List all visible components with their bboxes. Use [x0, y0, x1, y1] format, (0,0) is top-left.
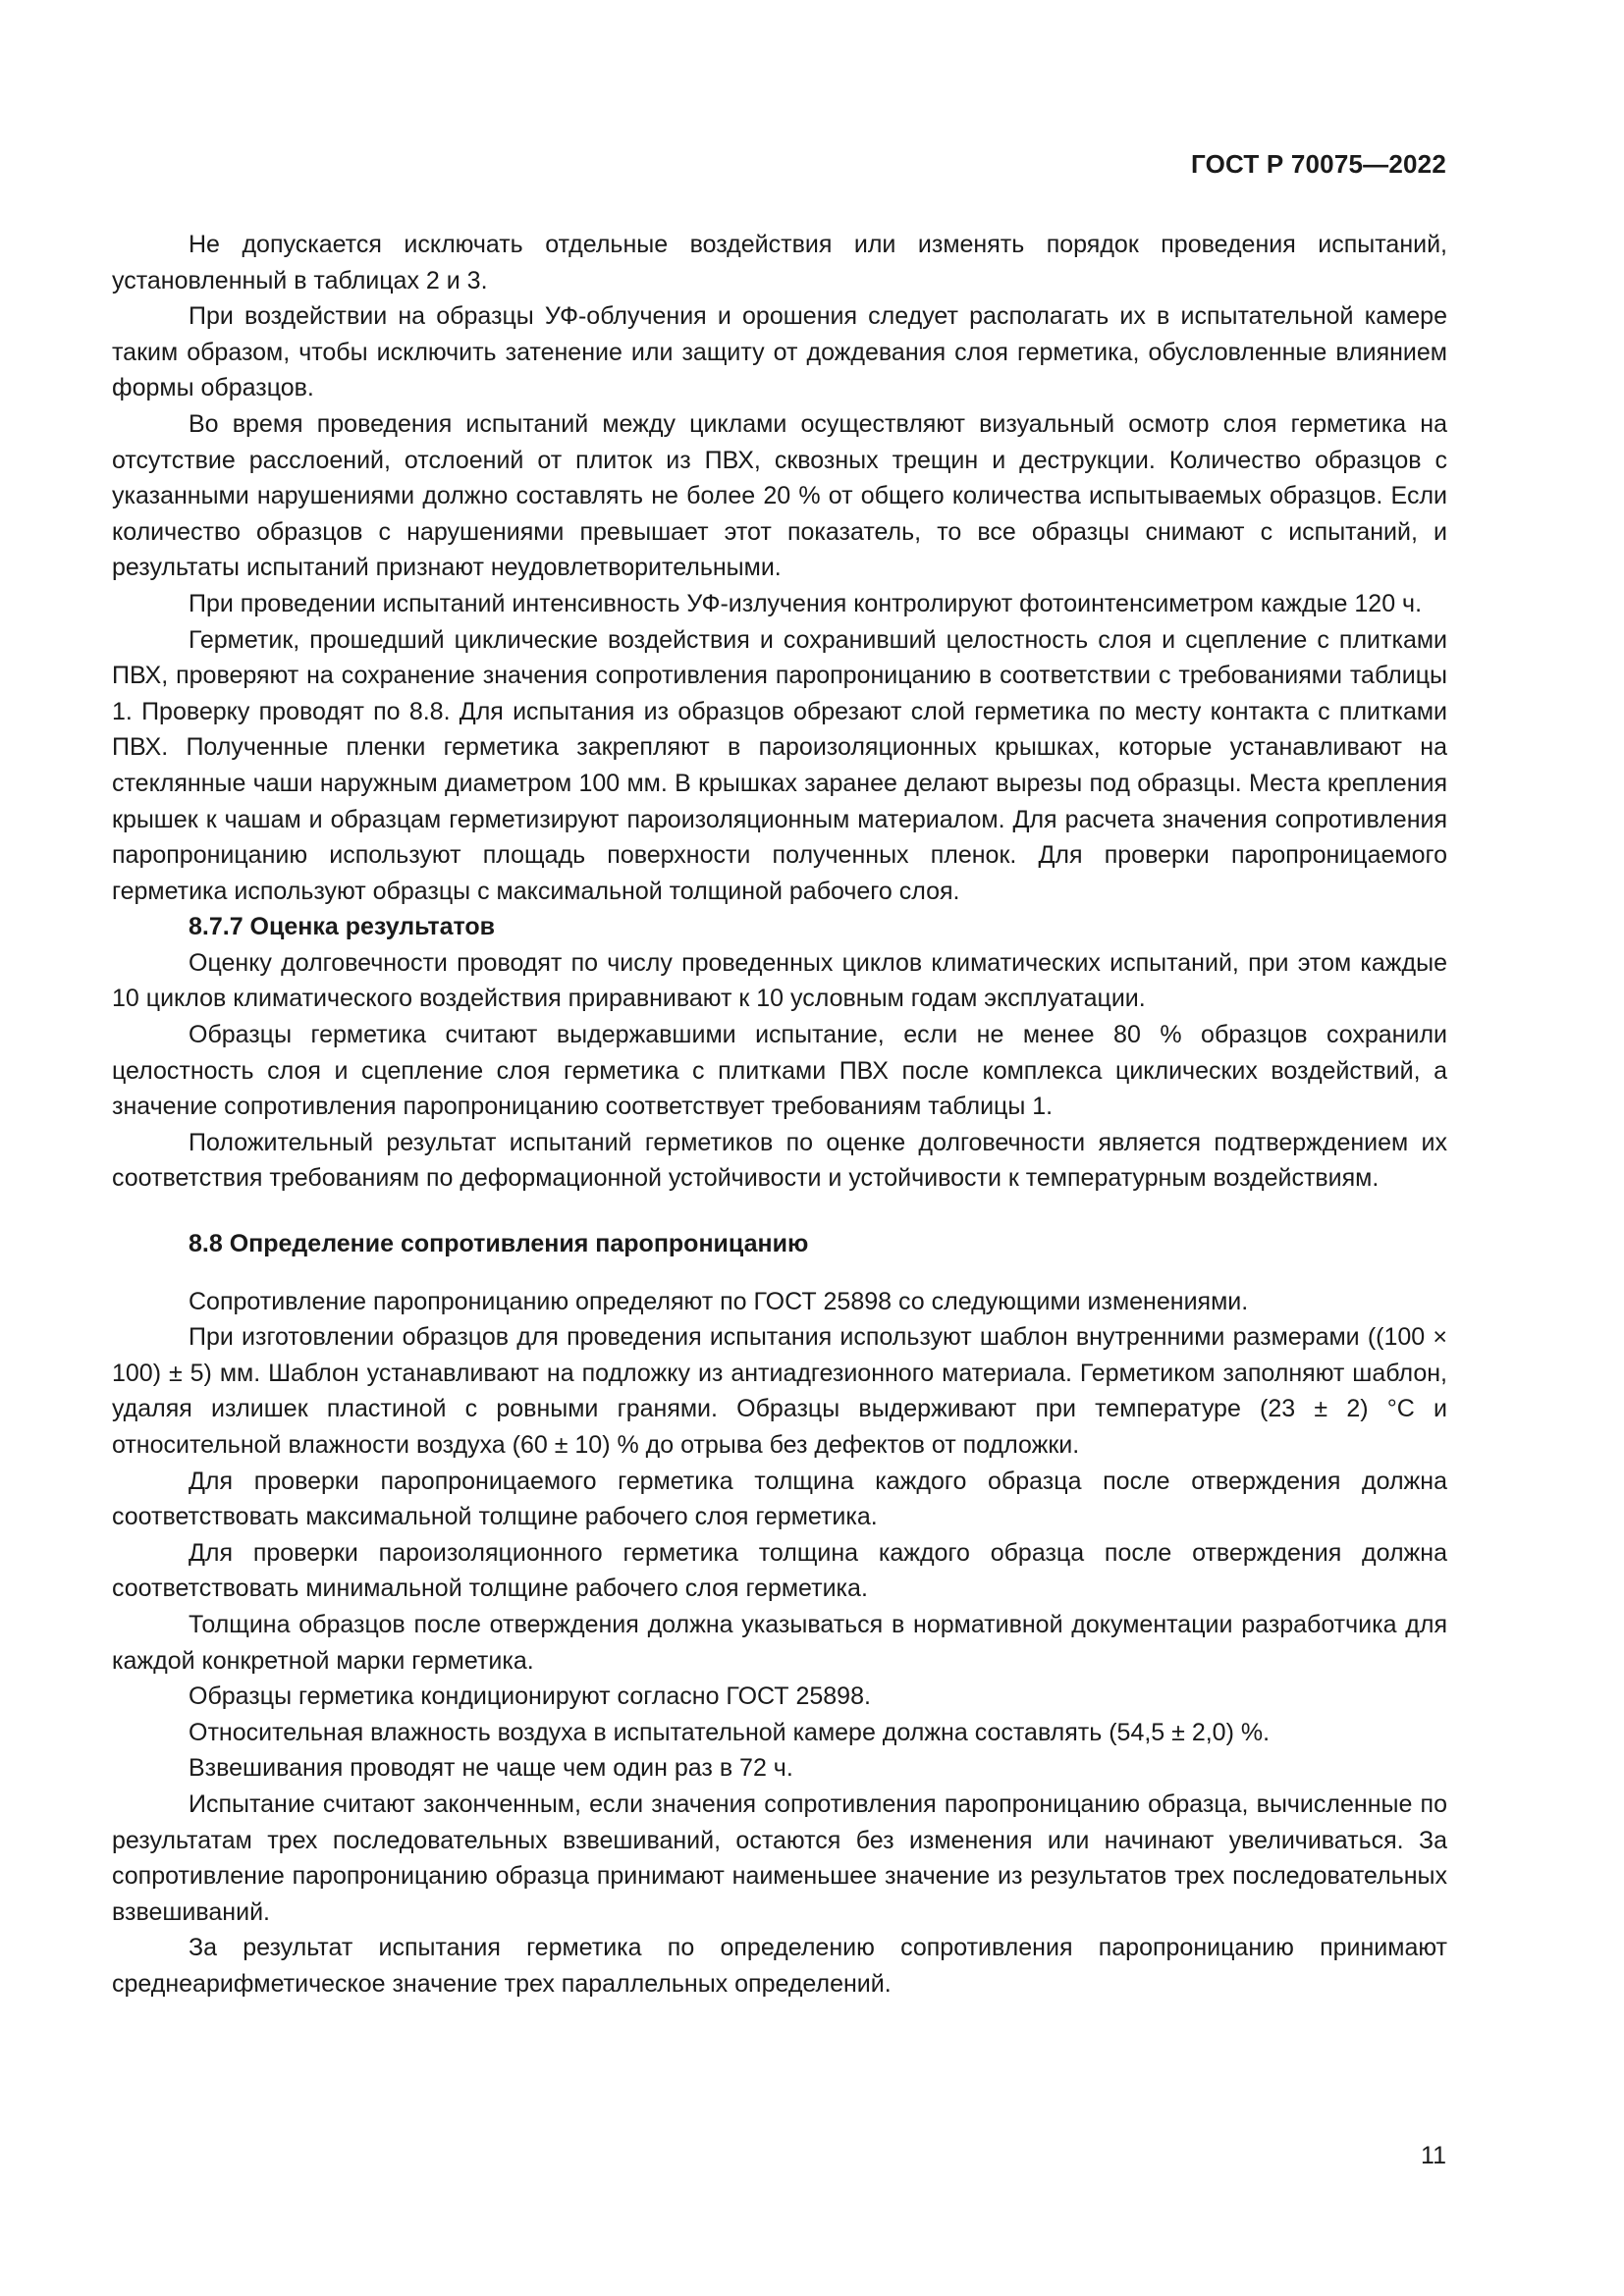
paragraph: Сопротивление паропроницанию определяют по ГОСТ 25898 со следующими изменениями. — [189, 1287, 1249, 1315]
paragraph: При изготовлении образцов для проведения испытания используют шаблон внутренними размерами ((100 × 100) ± 5) мм. Шаблон устанавливают на подложку из антиадгезионного материала. Герметиком заполняют шаблон, удаляя излишек пластиной с ровными гранями. Образцы выдерживают при температуре (23 ± 2) °С и относительной влажности воздуха (60 ± 10) % до отрыва без дефектов от подложки. — [112, 1323, 1447, 1459]
paragraph: При воздействии на образцы УФ-облучения и орошения следует располагать их в испытательной камере таким образом, чтобы исключить затенение или защиту от дождевания слоя герметика, обусловленные влиянием формы образцов. — [112, 302, 1447, 402]
paragraph: Во время проведения испытаний между циклами осуществляют визуальный осмотр слоя герметика на отсутствие расслоений, отслоений от плиток из ПВХ, сквозных трещин и деструкции. Количество образцов с указанными нарушениями должно составлять не более 20 % от общего количества испытываемых образцов. Если количество образцов с нарушениями превышает этот показатель, то все образцы снимают с испытаний, и результаты испытаний признают неудовлетворительными. — [112, 409, 1447, 582]
subsection-heading: 8.7.7 Оценка результатов — [189, 913, 496, 941]
paragraph: Образцы герметика кондиционируют согласно ГОСТ 25898. — [189, 1682, 871, 1711]
paragraph: Испытание считают законченным, если значения сопротивления паропроницанию образца, вычисленные по результатам трех последовательных взвешиваний, остаются без изменения или начинают увеличиваться. За сопротивление паропроницанию образца принимают наименьшее значение из результатов трех последовательных взвешиваний. — [112, 1789, 1447, 1926]
paragraph: Относительная влажность воздуха в испытательной камере должна составлять (54,5 ± 2,0) %. — [189, 1718, 1271, 1746]
paragraph: Взвешивания проводят не чаще чем один раз в 72 ч. — [189, 1754, 793, 1783]
paragraph: Не допускается исключать отдельные воздействия или изменять порядок проведения испытаний, установленный в таблицах 2 и 3. — [112, 231, 1447, 294]
paragraph: Положительный результат испытаний герметиков по оценке долговечности является подтверждением их соответствия требованиям по деформационной устойчивости и устойчивости к температурным воздействиям. — [112, 1128, 1447, 1193]
page-number: 11 — [1421, 2142, 1446, 2169]
paragraph: Герметик, прошедший циклические воздействия и сохранивший целостность слоя и сцепление с плитками ПВХ, проверяют на сохранение значения сопротивления паропроницанию в соответствии с требованиями таблицы 1. Проверку проводят по 8.8. Для испытания из образцов обрезают слой герметика по месту контакта с плитками ПВХ. Полученные пленки герметика закрепляют в пароизоляционных крышках, которые устанавливают на стеклянные чаши наружным диаметром 100 мм. В крышках заранее делают вырезы под образцы. Места крепления крышек к чашам и образцам герметизируют пароизоляционным материалом. Для расчета значения сопротивления паропроницанию используют площадь поверхности полученных пленок. Для проверки паропроницаемого герметика используют образцы с максимальной толщиной рабочего слоя. — [112, 625, 1447, 905]
document-body — [112, 227, 1447, 2002]
paragraph: Образцы герметика считают выдержавшими испытание, если не менее 80 % образцов сохранили целостность слоя и сцепление слоя герметика с плитками ПВХ после комплекса циклических воздействий, а значение сопротивления паропроницанию соответствует требованиям таблицы 1. — [112, 1021, 1447, 1121]
paragraph: При проведении испытаний интенсивность УФ-излучения контролируют фотоинтенсиметром каждые 120 ч. — [189, 589, 1423, 617]
paragraph: За результат испытания герметика по определению сопротивления паропроницанию принимают среднеарифметическое значение трех параллельных определений. — [112, 1934, 1447, 1998]
paragraph: Толщина образцов после отверждения должна указываться в нормативной документации разработчика для каждой конкретной марки герметика. — [112, 1610, 1447, 1675]
paragraph: Для проверки паропроницаемого герметика толщина каждого образца после отверждения должна соответствовать максимальной толщине рабочего слоя герметика. — [112, 1467, 1447, 1531]
paragraph: Оценку долговечности проводят по числу проведенных циклов климатических испытаний, при этом каждые 10 циклов климатического воздействия приравнивают к 10 условным годам эксплуатации. — [112, 948, 1447, 1013]
section-heading: 8.8 Определение сопротивления паропроницанию — [189, 1230, 809, 1258]
document-header: ГОСТ Р 70075—2022 — [1191, 149, 1446, 179]
paragraph: Для проверки пароизоляционного герметика толщина каждого образца после отверждения должна соответствовать минимальной толщине рабочего слоя герметика. — [112, 1538, 1447, 1603]
